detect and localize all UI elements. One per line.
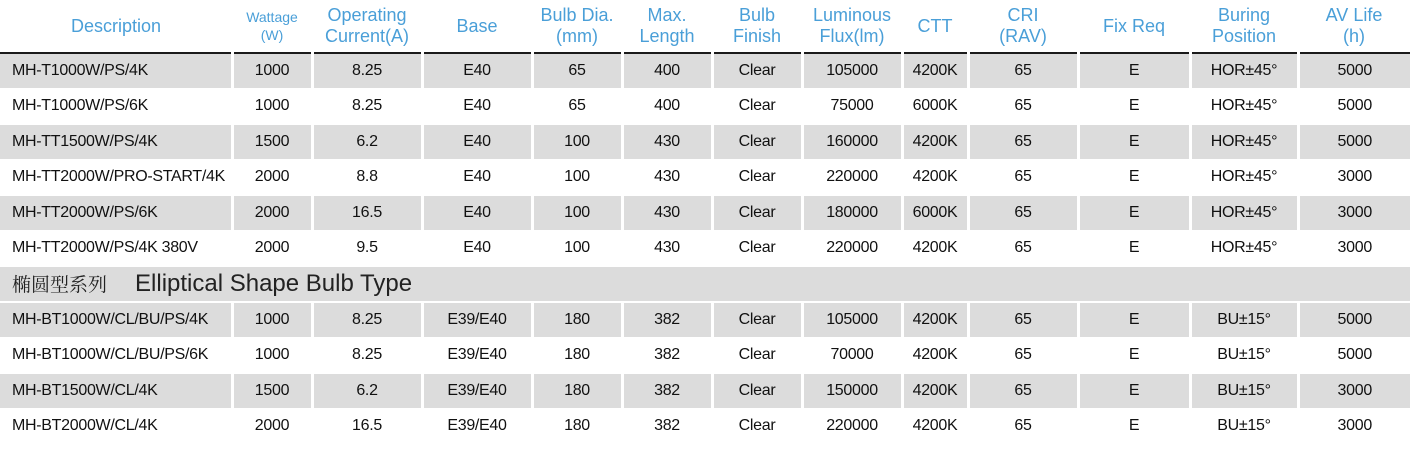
cell-ctt: 6000K	[902, 195, 968, 231]
cell-bulb-finish: Clear	[712, 160, 802, 196]
section-title-en: Elliptical Shape Bulb Type	[135, 270, 413, 297]
cell-fix-req: E	[1078, 53, 1190, 89]
cell-burning-position: HOR±45°	[1190, 231, 1298, 267]
cell-bulb-finish: Clear	[712, 195, 802, 231]
cell-burning-position: HOR±45°	[1190, 124, 1298, 160]
cell-operating-current: 16.5	[312, 195, 422, 231]
cell-av-life: 5000	[1298, 302, 1410, 338]
header-bulb-finish-line2: Finish	[732, 26, 781, 46]
header-wattage-line2: (W)	[260, 27, 284, 43]
cell-operating-current: 9.5	[312, 231, 422, 267]
cell-max-length: 430	[622, 195, 712, 231]
header-ctt-line1: CTT	[917, 15, 953, 36]
cell-description: MH-TT1500W/PS/4K	[0, 124, 232, 160]
cell-burning-position: HOR±45°	[1190, 160, 1298, 196]
cell-av-life: 3000	[1298, 409, 1410, 444]
table-row	[0, 53, 1410, 89]
cell-bulb-finish: Clear	[712, 338, 802, 374]
cell-fix-req: E	[1078, 89, 1190, 125]
cell-wattage: 1000	[232, 89, 312, 125]
cell-luminous-flux: 150000	[802, 373, 902, 409]
cell-max-length: 382	[622, 338, 712, 374]
cell-description: MH-BT1000W/CL/BU/PS/6K	[0, 338, 232, 374]
header-wattage-line1: Wattage	[246, 9, 298, 25]
header-burning-position-line1: Buring	[1217, 5, 1271, 25]
header-row	[0, 0, 1410, 53]
cell-base: E39/E40	[422, 373, 532, 409]
header-luminous-flux-line1: Luminous	[812, 5, 892, 25]
cell-cri: 65	[968, 195, 1078, 231]
cell-burning-position: BU±15°	[1190, 302, 1298, 338]
cell-wattage: 2000	[232, 231, 312, 267]
cell-bulb-diameter: 180	[532, 373, 622, 409]
header-av-life	[1298, 0, 1410, 53]
cell-burning-position: HOR±45°	[1190, 195, 1298, 231]
cell-av-life: 3000	[1298, 373, 1410, 409]
cell-wattage: 1500	[232, 124, 312, 160]
header-base	[422, 0, 532, 53]
cell-ctt: 4200K	[902, 338, 968, 374]
header-cri-line1: CRI	[1007, 5, 1039, 25]
cell-operating-current: 8.25	[312, 338, 422, 374]
cell-av-life: 5000	[1298, 53, 1410, 89]
cell-bulb-diameter: 180	[532, 302, 622, 338]
cell-description: MH-T1000W/PS/4K	[0, 53, 232, 89]
cell-base: E40	[422, 53, 532, 89]
cell-max-length: 382	[622, 373, 712, 409]
cell-max-length: 430	[622, 124, 712, 160]
cell-av-life: 3000	[1298, 231, 1410, 267]
cell-bulb-diameter: 65	[532, 89, 622, 125]
cell-av-life: 3000	[1298, 195, 1410, 231]
cell-base: E40	[422, 195, 532, 231]
header-cri	[968, 0, 1078, 53]
cell-bulb-finish: Clear	[712, 302, 802, 338]
cell-cri: 65	[968, 409, 1078, 444]
header-bulb-diameter-line2: (mm)	[556, 26, 598, 46]
cell-wattage: 1000	[232, 302, 312, 338]
cell-base: E39/E40	[422, 409, 532, 444]
cell-fix-req: E	[1078, 338, 1190, 374]
table-body	[0, 53, 1410, 443]
cell-ctt: 6000K	[902, 89, 968, 125]
cell-fix-req: E	[1078, 160, 1190, 196]
header-description-line1: Description	[70, 15, 162, 36]
cell-max-length: 400	[622, 53, 712, 89]
header-wattage	[232, 0, 312, 53]
header-av-life-line2: (h)	[1343, 26, 1365, 46]
cell-ctt: 4200K	[902, 373, 968, 409]
header-bulb-diameter-line1: Bulb Dia.	[540, 5, 614, 25]
header-operating-current	[312, 0, 422, 53]
cell-description: MH-TT2000W/PS/4K 380V	[0, 231, 232, 267]
header-luminous-flux	[802, 0, 902, 53]
cell-ctt: 4200K	[902, 53, 968, 89]
cell-av-life: 5000	[1298, 124, 1410, 160]
header-bulb-diameter	[532, 0, 622, 53]
cell-ctt: 4200K	[902, 160, 968, 196]
header-burning-position	[1190, 0, 1298, 53]
cell-fix-req: E	[1078, 124, 1190, 160]
cell-operating-current: 8.25	[312, 302, 422, 338]
cell-base: E39/E40	[422, 338, 532, 374]
cell-operating-current: 6.2	[312, 124, 422, 160]
cell-cri: 65	[968, 302, 1078, 338]
header-bulb-finish-line1: Bulb	[738, 5, 776, 25]
table-row	[0, 160, 1410, 196]
cell-max-length: 430	[622, 231, 712, 267]
cell-ctt: 4200K	[902, 124, 968, 160]
cell-cri: 65	[968, 89, 1078, 125]
cell-av-life: 3000	[1298, 160, 1410, 196]
cell-bulb-finish: Clear	[712, 373, 802, 409]
cell-burning-position: BU±15°	[1190, 338, 1298, 374]
cell-cri: 65	[968, 160, 1078, 196]
cell-luminous-flux: 220000	[802, 409, 902, 444]
cell-operating-current: 8.25	[312, 53, 422, 89]
header-ctt	[902, 0, 968, 53]
cell-burning-position: BU±15°	[1190, 373, 1298, 409]
cell-bulb-diameter: 100	[532, 231, 622, 267]
cell-fix-req: E	[1078, 231, 1190, 267]
cell-cri: 65	[968, 231, 1078, 267]
header-operating-current-line1: Operating	[327, 5, 407, 25]
table-row	[0, 338, 1410, 374]
header-bulb-finish	[712, 0, 802, 53]
cell-luminous-flux: 160000	[802, 124, 902, 160]
cell-description: MH-T1000W/PS/6K	[0, 89, 232, 125]
cell-wattage: 1000	[232, 53, 312, 89]
cell-bulb-finish: Clear	[712, 53, 802, 89]
cell-cri: 65	[968, 124, 1078, 160]
cell-luminous-flux: 70000	[802, 338, 902, 374]
cell-wattage: 2000	[232, 195, 312, 231]
table-row	[0, 373, 1410, 409]
cell-cri: 65	[968, 373, 1078, 409]
cell-wattage: 2000	[232, 409, 312, 444]
header-fix-req-line1: Fix Req	[1102, 15, 1165, 36]
section-header-row	[0, 266, 1410, 302]
cell-luminous-flux: 220000	[802, 231, 902, 267]
table-row	[0, 124, 1410, 160]
cell-fix-req: E	[1078, 409, 1190, 444]
cell-bulb-diameter: 100	[532, 160, 622, 196]
cell-ctt: 4200K	[902, 231, 968, 267]
cell-description: MH-BT1000W/CL/BU/PS/4K	[0, 302, 232, 338]
cell-bulb-diameter: 100	[532, 195, 622, 231]
cell-fix-req: E	[1078, 373, 1190, 409]
header-max-length-line2: Length	[639, 26, 695, 46]
cell-av-life: 5000	[1298, 89, 1410, 125]
cell-operating-current: 8.25	[312, 89, 422, 125]
cell-av-life: 5000	[1298, 338, 1410, 374]
header-description	[0, 0, 232, 53]
cell-bulb-finish: Clear	[712, 89, 802, 125]
cell-fix-req: E	[1078, 302, 1190, 338]
header-operating-current-line2: Current(A)	[324, 26, 409, 46]
table-row	[0, 231, 1410, 267]
cell-description: MH-TT2000W/PRO-START/4K	[0, 160, 232, 196]
table-row	[0, 409, 1410, 444]
cell-base: E39/E40	[422, 302, 532, 338]
header-max-length-line1: Max.	[647, 5, 687, 25]
header-luminous-flux-line2: Flux(lm)	[819, 26, 885, 46]
cell-base: E40	[422, 89, 532, 125]
cell-wattage: 1500	[232, 373, 312, 409]
cell-base: E40	[422, 231, 532, 267]
cell-bulb-diameter: 65	[532, 53, 622, 89]
cell-max-length: 400	[622, 89, 712, 125]
cell-max-length: 382	[622, 409, 712, 444]
cell-burning-position: HOR±45°	[1190, 89, 1298, 125]
cell-bulb-diameter: 100	[532, 124, 622, 160]
cell-burning-position: BU±15°	[1190, 409, 1298, 444]
cell-ctt: 4200K	[902, 409, 968, 444]
cell-cri: 65	[968, 53, 1078, 89]
cell-bulb-finish: Clear	[712, 409, 802, 444]
cell-cri: 65	[968, 338, 1078, 374]
table-row	[0, 302, 1410, 338]
cell-max-length: 430	[622, 160, 712, 196]
cell-luminous-flux: 75000	[802, 89, 902, 125]
cell-burning-position: HOR±45°	[1190, 53, 1298, 89]
cell-max-length: 382	[622, 302, 712, 338]
header-base-line1: Base	[456, 15, 498, 36]
cell-luminous-flux: 105000	[802, 53, 902, 89]
cell-wattage: 2000	[232, 160, 312, 196]
cell-operating-current: 8.8	[312, 160, 422, 196]
cell-description: MH-BT1500W/CL/4K	[0, 373, 232, 409]
header-burning-position-line2: Position	[1211, 26, 1277, 46]
table-row	[0, 89, 1410, 125]
header-fix-req	[1078, 0, 1190, 53]
cell-operating-current: 16.5	[312, 409, 422, 444]
cell-bulb-finish: Clear	[712, 124, 802, 160]
section-header	[0, 266, 1410, 302]
cell-base: E40	[422, 124, 532, 160]
header-av-life-line1: AV Life	[1325, 5, 1383, 25]
cell-ctt: 4200K	[902, 302, 968, 338]
cell-description: MH-TT2000W/PS/6K	[0, 195, 232, 231]
header-max-length	[622, 0, 712, 53]
table-row	[0, 195, 1410, 231]
cell-base: E40	[422, 160, 532, 196]
cell-wattage: 1000	[232, 338, 312, 374]
cell-fix-req: E	[1078, 195, 1190, 231]
cell-operating-current: 6.2	[312, 373, 422, 409]
section-title-cn: 椭圆型系列	[12, 275, 108, 296]
cell-luminous-flux: 105000	[802, 302, 902, 338]
cell-bulb-finish: Clear	[712, 231, 802, 267]
cell-bulb-diameter: 180	[532, 338, 622, 374]
cell-luminous-flux: 180000	[802, 195, 902, 231]
cell-luminous-flux: 220000	[802, 160, 902, 196]
cell-bulb-diameter: 180	[532, 409, 622, 444]
header-cri-line2: (RAV)	[999, 26, 1047, 46]
cell-description: MH-BT2000W/CL/4K	[0, 409, 232, 444]
